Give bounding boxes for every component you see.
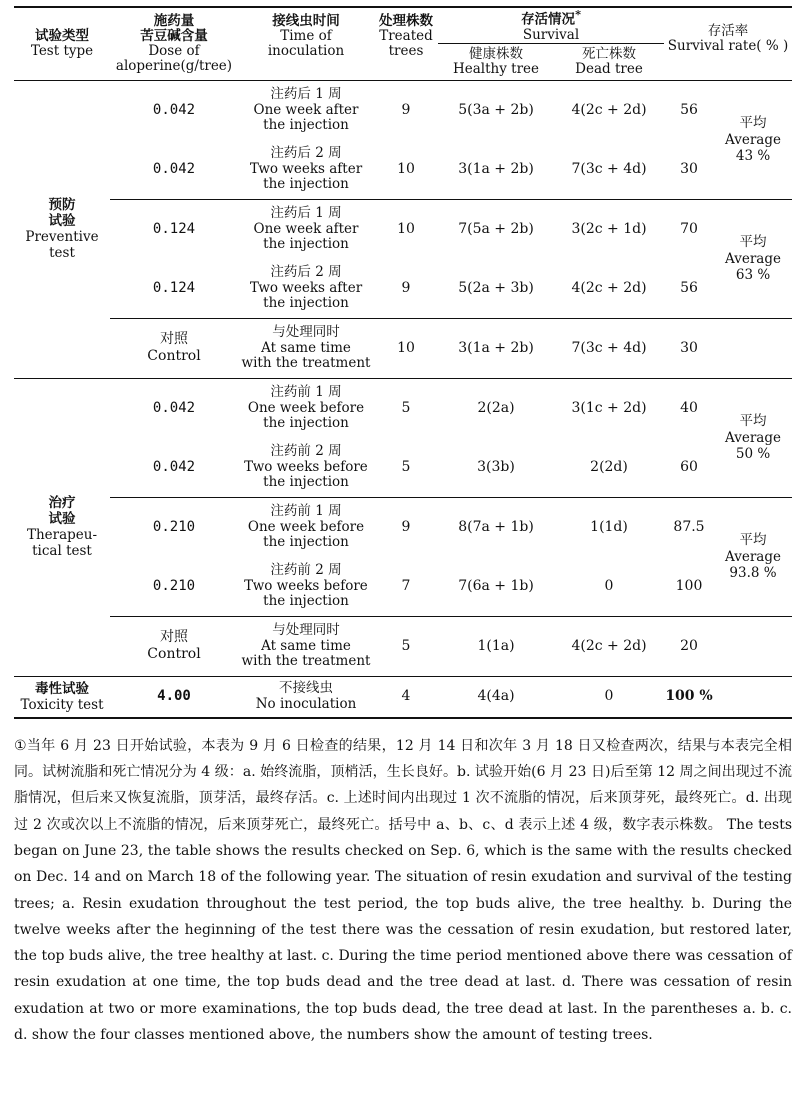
rate-cell: 87.5	[664, 497, 714, 557]
treated-cell: 9	[401, 279, 411, 296]
dose-cell: 4.00	[110, 676, 238, 718]
rate-cell: 70	[664, 199, 714, 259]
time-cell: 与处理同时 At same time with the treatment	[238, 616, 374, 676]
dose-cell: 0.042	[110, 80, 238, 140]
healthy-cell: 4(4a)	[438, 676, 554, 718]
header-treated: 处理株数 Treated trees	[379, 13, 433, 60]
healthy-cell: 5(3a + 2b)	[438, 80, 554, 140]
rate-cell: 60	[680, 458, 698, 475]
control-label: 对照 Control	[110, 616, 238, 676]
table-row	[14, 497, 792, 557]
dead-cell: 4(2c + 2d)	[571, 279, 647, 296]
table-row	[14, 378, 792, 438]
table-footnote	[14, 733, 792, 1049]
treated-cell: 10	[374, 318, 438, 378]
rate-cell: 56	[680, 279, 698, 296]
dead-cell: 7(3c + 4d)	[571, 160, 647, 177]
dose-cell: 0.042	[152, 160, 196, 177]
table-row-control	[14, 318, 792, 378]
dose-cell: 0.042	[152, 458, 196, 475]
section-type-toxicity: 毒性试验 Toxicity test	[14, 676, 110, 718]
dose-cell: 0.210	[152, 577, 196, 594]
dead-cell: 4(2c + 2d)	[554, 616, 664, 676]
dead-cell: 1(1d)	[554, 497, 664, 557]
rate-cell: 30	[664, 318, 714, 378]
treated-cell: 7	[401, 577, 411, 594]
header-dead: 死亡株数 Dead tree	[554, 43, 664, 80]
dead-cell: 0	[604, 577, 614, 594]
average-cell: 平均 Average 43 %	[714, 80, 792, 199]
dose-cell: 0.124	[152, 279, 196, 296]
header-time: 接线虫时间 Time of inoculation	[267, 13, 345, 60]
healthy-cell: 3(1a + 2b)	[458, 160, 534, 177]
page	[14, 6, 792, 1048]
treated-cell: 10	[397, 160, 415, 177]
empty-cell	[714, 676, 792, 718]
time-cell: 注药后 1 周 One week after the injection	[238, 80, 374, 140]
average-cell: 平均 Average 93.8 %	[714, 497, 792, 616]
rate-cell: 56	[664, 80, 714, 140]
dead-cell: 0	[554, 676, 664, 718]
time-cell: 不接线虫 No inoculation	[238, 676, 374, 718]
section-type-preventive: 预防 试验 Preventive test	[14, 80, 110, 378]
average-cell: 平均 Average 63 %	[714, 199, 792, 318]
treated-cell: 10	[374, 199, 438, 259]
time-cell: 注药后 1 周 One week after the injection	[238, 199, 374, 259]
empty-cell	[714, 616, 792, 676]
treated-cell: 9	[374, 80, 438, 140]
time-cell: 注药前 1 周 One week before the injection	[238, 378, 374, 438]
time-cell: 注药前 2 周 Two weeks before the injection	[244, 443, 368, 490]
treated-cell: 9	[374, 497, 438, 557]
table-row-toxicity	[14, 676, 792, 718]
rate-cell: 20	[664, 616, 714, 676]
results-table	[14, 6, 792, 719]
header-test-type: 试验类型 Test type	[30, 27, 94, 59]
empty-cell	[714, 318, 792, 378]
average-cell: 平均 Average 50 %	[714, 378, 792, 497]
treated-cell: 5	[374, 616, 438, 676]
healthy-cell: 3(1a + 2b)	[438, 318, 554, 378]
time-cell: 注药前 1 周 One week before the injection	[238, 497, 374, 557]
healthy-cell: 1(1a)	[438, 616, 554, 676]
table-row	[14, 259, 792, 319]
dead-cell: 7(3c + 4d)	[554, 318, 664, 378]
header-survival: 存活情况* Survival	[438, 7, 664, 43]
header-healthy: 健康株数 Healthy tree	[438, 43, 554, 80]
header-rate: 存活率 Survival rate( % )	[667, 23, 789, 55]
dead-cell: 3(1c + 2d)	[554, 378, 664, 438]
header-dose: 施药量 苦豆碱含量 Dose of aloperine(g/tree)	[115, 12, 233, 74]
healthy-cell: 7(6a + 1b)	[458, 577, 534, 594]
footnote-zh: 当年 6 月 23 日开始试验，本表为 9 月 6 日检查的结果，12 月 14 日和次年 3 月 18 日又检查两次，结果与本表完全相同。试树流脂和死亡情况分为 4 级：a. 始终流脂，顶梢活，生长良好。b. 试验开始(6 月 23 日)后至第 12 周之间出现过不流脂情况，但后来又恢复流脂，顶芽活，最终存活。c. 上述时间内出现过 1 次不流脂的情况，后来顶芽死，最终死亡。d. 出现过 2 次或次以上不流脂的情况，后来顶芽死亡，最终死亡。括号中 a、b、c、d 表示上述 4 级，数字表示株数。	[14, 737, 792, 833]
dose-cell: 0.042	[110, 378, 238, 438]
table-row	[14, 80, 792, 140]
dose-cell: 0.210	[110, 497, 238, 557]
dead-cell: 4(2c + 2d)	[554, 80, 664, 140]
dead-cell: 3(2c + 1d)	[554, 199, 664, 259]
treated-cell: 4	[374, 676, 438, 718]
header-row-top	[14, 7, 792, 43]
healthy-cell: 7(5a + 2b)	[438, 199, 554, 259]
rate-cell: 40	[664, 378, 714, 438]
healthy-cell: 5(2a + 3b)	[458, 279, 534, 296]
rate-cell: 100 %	[664, 676, 714, 718]
time-cell: 与处理同时 At same time with the treatment	[238, 318, 374, 378]
time-cell: 注药后 2 周 Two weeks after the injection	[249, 264, 363, 311]
footnote-marker: ①	[14, 737, 27, 754]
rate-cell: 100	[675, 577, 703, 594]
table-row	[14, 438, 792, 498]
healthy-cell: 8(7a + 1b)	[438, 497, 554, 557]
rate-cell: 30	[680, 160, 698, 177]
table-row	[14, 557, 792, 617]
footnote-en: The tests began on June 23, the table shows the results checked on Sep. 6, which is the same with the results checked on Dec. 14 and on March 18 of the following year. The situation of resin exudation and survival of the testing trees; a. Resin exudation throughout the test period, the top buds alive, the tree healthy. b. During the twelve weeks after the heginning of the test there was the cessation of resin exudation, but restored later, the top buds alive, the tree healthy at last. c. During the time period mentioned above there was cessation of resin exudation at one time, the top buds dead and the tree dead at last. d. There was cessation of resin exudation at two or more examinations, the top buds dead, the tree dead at last. In the parentheses a. b. c. d. show the four classes mentioned above, the numbers show the amount of testing trees.	[14, 816, 793, 1043]
healthy-cell: 3(3b)	[477, 458, 515, 475]
section-type-therapeutical: 治疗 试验 Therapeu- tical test	[14, 378, 110, 676]
dead-cell: 2(2d)	[590, 458, 628, 475]
table-row	[14, 199, 792, 259]
control-label: 对照 Control	[110, 318, 238, 378]
treated-cell: 5	[374, 378, 438, 438]
table-row	[14, 140, 792, 200]
table-row-control	[14, 616, 792, 676]
healthy-cell: 2(2a)	[438, 378, 554, 438]
treated-cell: 5	[401, 458, 411, 475]
time-cell: 注药后 2 周 Two weeks after the injection	[249, 145, 363, 192]
time-cell: 注药前 2 周 Two weeks before the injection	[244, 562, 368, 609]
dose-cell: 0.124	[110, 199, 238, 259]
